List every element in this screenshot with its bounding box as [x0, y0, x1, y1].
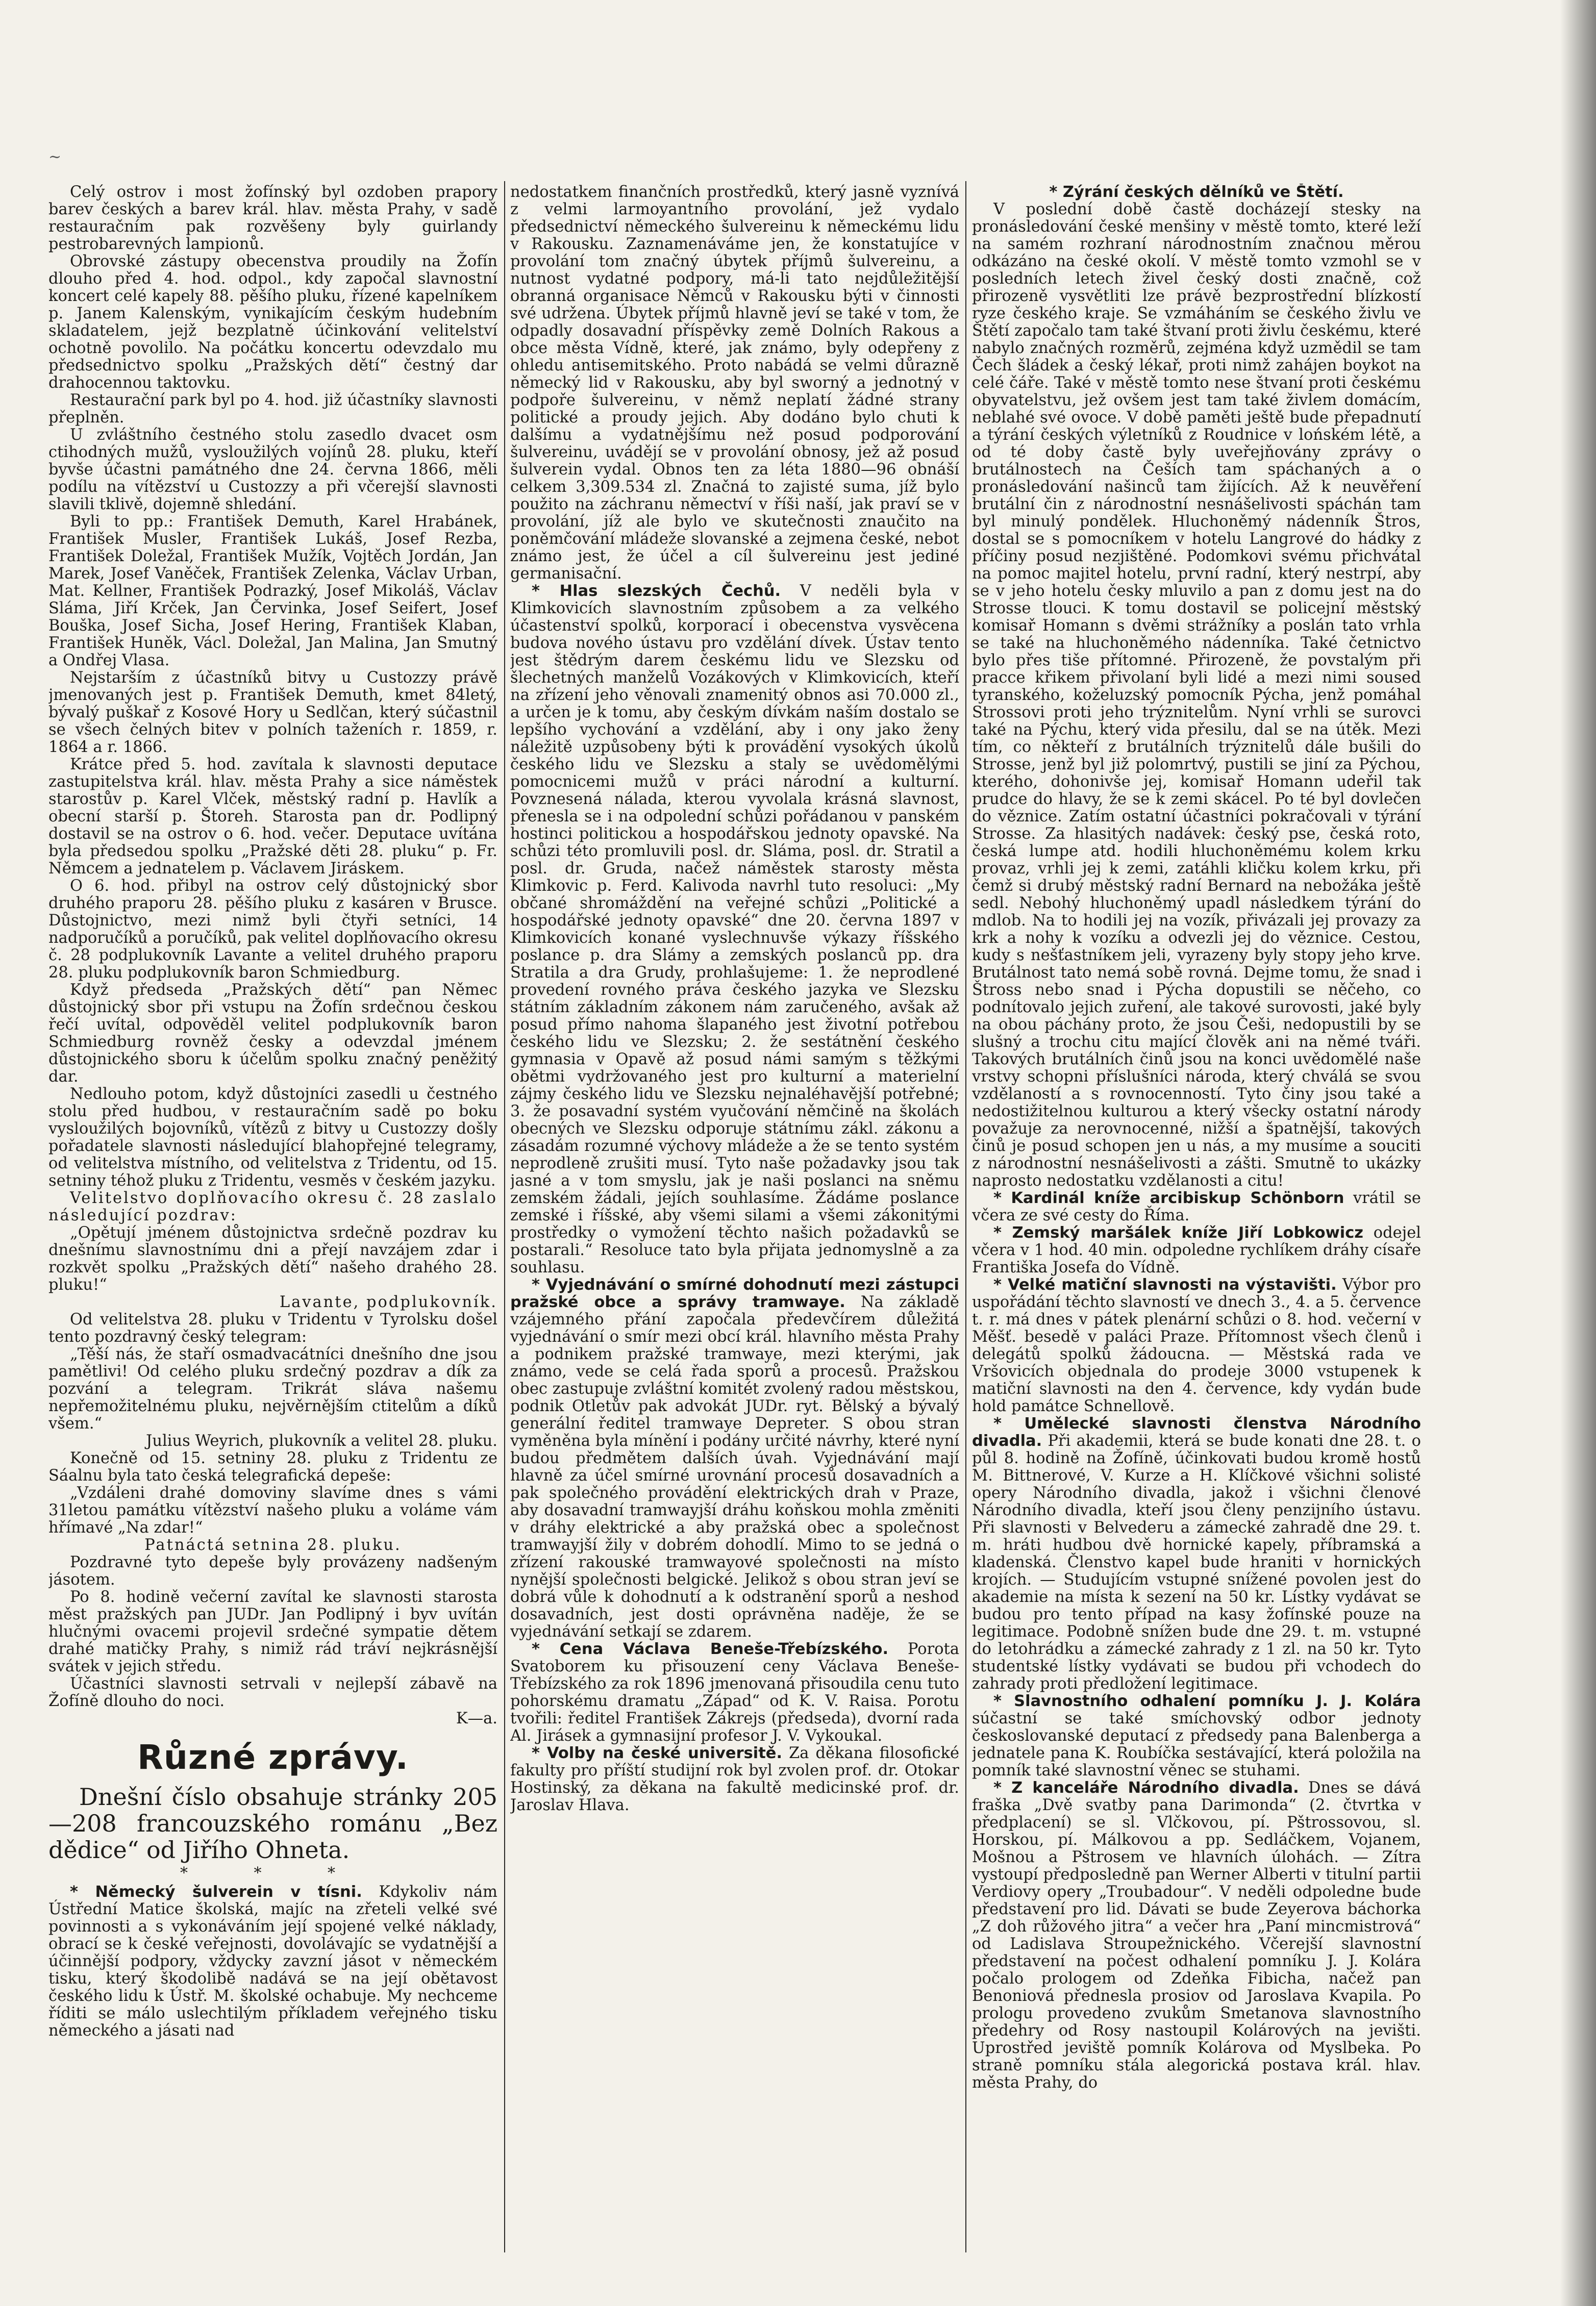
- article-body: Dnes se dává fraška „Dvě svatby pana Darimonda“ (2. čtvrtka v předplacení) se sl. Vlčkovou, pí. Pštrossovou, sl. Horskou, pí. Málkovou a pp. Sedláčkem, Vojanem, Mošnou a Pštrosem ve hlavních úlohách. — Zítra vystoupí předposledně pan Werner Alberti v titulní partii Verdiovy opery „Troubadour“. V neděli odpoledne bude představení pro lid. Dávati se bude Zeyerova báchorka „Z doh růžového jitra“ a večer hra „Paní mincmistrová“ od Ladislava Stroupežnického. Včerejší slavnostní představení na počest odhalení pomníku J. J. Kolára počalo prologem od Zdeňka Fibicha, načež pan Benoniová přednesla prosiov od Jaroslava Kvapila. Po prologu provedeno zvukům Smetanova slavnostního předehry od Rosy nastoupil Kolárových na jevišti. Uprostřed jeviště pomník Kolárova od Myslbeka. Po straně pomníku stála alegorická postava král. hlav. města Prahy, do: [972, 1779, 1421, 2092]
- column-rule-left: [504, 181, 505, 2252]
- paragraph: Když předseda „Pražských dětí“ pan Němec důstojnický sbor při vstupu na Žofín srdečnou českou řečí uvítal, odpověděl velitel podplukovník baron Schmiedburg rovněž česky a odevzdal jménem důstojnického sboru k účelům spolku značný peněžitý dar.: [48, 981, 497, 1086]
- paragraph: Nejstarším z účastníků bitvy u Custozzy právě jmenovaných jest p. František Demuth, kmet 84letý, bývalý puškař z Kosové Hory u Sedlčan, který súčastnil se všech čelných bitev v polních taženích r. 1859, r. 1864 a r. 1866.: [48, 669, 497, 756]
- paragraph: Krátce před 5. hod. zavítala k slavnosti deputace zastupitelstva král. hlav. města Prahy a sice náměstek starostův p. Karel Vlček, městský radní p. Havlík a obecní starší p. Štoreh. Starosta pan dr. Podlipný dostavil se na ostrov o 6. hod. večer. Deputace uvítána byla předsedou spolku „Pražské děti 28. pluku“ p. Fr. Němcem a jednatelem p. Václavem Jiráskem.: [48, 756, 497, 878]
- notice: Dnešní číslo obsahuje stránky 205—208 francouzského románu „Bez dědice“ od Jiřího Ohneta.: [48, 1783, 497, 1864]
- article-body: Při akademii, která se bude konati dne 28. t. o půl 8. hodině na Žofíně, účinkovati budou kromě hostů M. Bittnerové, V. Kurze a H. Klíčkové všichni solisté opery Národního divadla, jakož i všichni členové Národního divadla, kteří jsou členy penzijního ústavu. Při slavnosti v Belvederu a zámecké zahradě dne 29. t. m. hráti hudbou dvě hornické kapely, příbramská a kladenská. Členstvo kapel bude hraniti v hornických krojích. — Studujícím vstupné snížené povolen jest do akademie na místa k sezení na 50 kr. Lístky vydávat se budou pro tento případ na kasy žofínské pouze na legitimace. Podobně snížen bude dne 29. t. m. vstupné do letohrádku a zámecké zahrady z 1 zl. na 50 kr. Tyto studentské lístky vydávati se budou při vchodech do zahrady proti předložení legitimace.: [972, 1432, 1421, 1693]
- paragraph: Účastníci slavnosti setrvali v nejlepší zábavě na Žofíně dlouho do noci.: [48, 1675, 497, 1710]
- paragraph: „Opětují jménem důstojnictva srdečně pozdrav ku dnešnímu slavnostnímu dni a přejí navzájem zdar i rozkvět spolku „Pražských dětí“ našeho drahého 28. pluku!“: [48, 1224, 497, 1294]
- article: [510, 1745, 959, 1814]
- article: [972, 1779, 1421, 2092]
- paragraph: Restaurační park byl po 4. hod. již účastníky slavnosti přeplněn.: [48, 391, 497, 427]
- signature: Patnáctá setnina 28. pluku.: [144, 1536, 402, 1554]
- paragraph: „Těší nás, že staří osmadvacátníci dnešního dne jsou pamětlivi! Od celého pluku srdečný pozdrav a dík za pozvání a telegram. Trikrát sláva našemu nepřemožitelnému pluku, nejvěrnějším ctitelům a díků všem.“: [48, 1345, 497, 1433]
- article-body: Kdykoliv nám Ústřední Matice školská, majíc na zřeteli velké své povinnosti a s vykonáváním její spojené velké náklady, obrací se k české veřejnosti, dovolávajíc se vydatnější a účinnější podpory, vždycky zavzní jásot v německém tisku, který škodolibě nadává se na její obětavost českého lidu k Ústř. M. školské ochabuje. My nechceme říditi se málo uslechtilým příkladem veřejného tisku německého a jásati nad: [48, 1883, 497, 2040]
- paragraph: Obrovské zástupy obecenstva proudily na Žofín dlouho před 4. hod. odpol., kdy započal slavnostní koncert celé kapely 88. pěšího pluku, řízené kapelníkem p. Janem Kalenským, vynikajícím českým hudebním skladatelem, jejž bezplatně účinkování velitelství ochotně povolilo. Na počátku koncertu odevzdalo mu předsednictvo spolku „Pražských dětí“ čestný dar drahocennou taktovku.: [48, 253, 497, 392]
- article-heading: * Vyjednávání o smírné dohodnutí mezi zástupci pražské obce a správy tramwaye.: [510, 1276, 959, 1311]
- page-edge-shadow: [1560, 0, 1596, 2306]
- paragraph: Byli to pp.: František Demuth, Karel Hrabánek, František Musler, František Lukáš, Josef Rezba, František Doležal, František Mužík, Vojtěch Jordán, Jan Marek, Josef Vaněček, František Zelenka, Václav Urban, Mat. Kellner, František Podrazký, Josef Mikoláš, Václav Sláma, Jiří Krček, Jan Červinka, Josef Seifert, Josef Bouška, Josef Sicha, Josef Hering, František Klaban, František Huněk, Václ. Doležal, Jan Malina, Jan Smutný a Ondřej Vlasa.: [48, 513, 497, 669]
- article: [972, 1190, 1421, 1224]
- signature: Julius Weyrich, plukovník a velitel 28. pluku.: [146, 1432, 497, 1450]
- article-heading: * Kardinál kníže arcibiskup Schönborn: [993, 1189, 1344, 1207]
- paragraph: „Vzdáleni drahé domoviny slavíme dnes s vámi 31letou památku vítězství našeho pluku a voláme vám hřímavé „Na zdar!“: [48, 1484, 497, 1537]
- paragraph: U zvláštního čestného stolu zasedlo dvacet osm ctihodných mužů, vysloužilých vojínů 28. pluku, kteří byvše účastni památného dne 24. června 1866, měli podílu na vítězství u Custozzy a při včerejší slavnosti slavili tklivě, dojemně shledání.: [48, 426, 497, 513]
- article: [972, 1415, 1421, 1693]
- article-heading: * Cena Václava Beneše-Třebízského.: [532, 1640, 889, 1658]
- signature: Lavante, podplukovník.: [279, 1293, 497, 1311]
- paragraph: Velitelstvo doplňovacího okresu č. 28 zaslalo následující pozdrav:: [48, 1189, 497, 1224]
- paragraph: Celý ostrov i most žofínský byl ozdoben prapory barev českých a barev král. hlav. města Prahy, v sadě restauračním pak rozvěšeny byly guirlandy pestrobarevných lampionů.: [48, 184, 497, 253]
- article-heading: * Slavnostního odhalení pomníku J. J. Kolára: [993, 1692, 1421, 1710]
- paragraph: V poslední době častě docházejí stesky na pronásledování české menšiny v městě tomto, které leží na samém rozhraní národnostním značnou měrou odkázáno na české okolí. V městě tomto vzmohl se v posledních letech živel český dosti značně, což přirozeně vysvětliti lze právě bezprostřední blízkostí ryze českého kraje. Se vzmáháním se českého živlu ve Štětí započalo tam také štvaní proti živlu českému, které nabylo značných rozměrů, zejména když uzmědil se tam Čech šládek a český lékař, proti nimž zahájen boykot na celé čáře. Také v městě tomto nese štvaní proti českému obyvatelstvu, jež ovšem jest tam také živlem domácím, neblahé své ovoce. V době paměti ještě bude přepadnutí a týrání českých výletníků z Roudnice v lońském létě, a od té doby častě byly uveřejňovány zprávy o brutálnostech na Češích tam spáchaných a o pronásledování našinců tam žijících. Až k neuvěření brutální čin z národnostní nesnášelivosti spáchán tam byl minulý pondělek. Hluchoněmý nádenník Štros, dostal se s pomocníkem v hotelu Langrové do hádky z příčiny posud nezjištěné. Podomkovi svému přichvátal na pomoc majitel hotelu, první radní, který nestrpí, aby se v jeho hotelu česky mluvilo a pan z domu jest na do Strosse tlouci. K tomu dostavil se policejní městský komisař Homann s dvěmi strážníky a poslán tato vrhla se také na hluchoněmého nádenníka. Také četnictvo bylo přes tiše přítomné. Přirozeně, že povstalým při pracce křikem přivolaní byli lidé a mezi nimi soused tyranského, koželuzský pomocník Pýcha, jenž pomáhal Strossovi proti jeho trýznitelům. Nyní vrhli se surovci také na Pýchu, který vida přesilu, dal se na útěk. Mezi tím, co někteří z brutálních trýznitelů dále bušili do Strosse, jenž byl již polomrtvý, pustili se jiní za Pýchou, kterého, dohonivše jej, komisař Homann udeřil tak prudce do hlavy, že se k zemi skácel. Po té byl dovlečen do věznice. Zatím ostatní účastníci pokračovali v týrání Strosse. Za hlasitých nadávek: český pse, česká roto, česká lumpe atd. hodili hluchoněmému kolem krku provaz, vrhli jej k zemi, zatáhli kličku kolem krku, při čemž si drubý městský radní Bernard na nebožáka ještě sedl. Nebohý hluchoněmý upadl následkem týrání do mdlob. Na to hodili jej na vozík, přivázali jej provazy za krk a nohy k vozíku a odvezli jej do věznice. Cestou, kudy s nešťastníkem jeli, vyrazeny byly stopy jeho krve. Brutálnost tato nemá sobě rovná. Dejme tomu, že snad i Štross nebo snad i Pýcha dopustili se něčeho, co podnítovalo jejich zuření, ale takové surovosti, jaké byly na obou páchány proto, že jsou Češi, nedopustili by se slušný a trochu citu mající člověk ani na němé tváři. Takových brutálních činů jsou na konci uvědomělé naše vrstvy schopni příslušníci národa, který chválá se svou vzdělaností a s rovnocenností. Tyto činy jsou také a nedostižitelnou kulturou a který všecky ostatní národy považuje za nerovnocenné, nižší a špatnější, takových činů je posud schopen jen u nás, a my musíme a souciti z národnostní nesnášelivosti a zášti. Smutně to ukázky naprosto nedostatku vzdělanosti a citu!: [972, 200, 1421, 1190]
- article: [972, 1224, 1421, 1276]
- article-heading: * Z kanceláře Národního divadla.: [993, 1779, 1299, 1797]
- paragraph: Konečně od 15. setniny 28. pluku z Tridentu ze Sáalnu byla tato česká telegrafická depeše:: [48, 1449, 497, 1485]
- article: [510, 1276, 959, 1641]
- paragraph: Od velitelstva 28. pluku v Tridentu v Tyrolsku došel tento pozdravný český telegram:: [48, 1311, 497, 1346]
- article: [972, 1693, 1421, 1779]
- article-body: Porota Svatoborem ku přisouzení ceny Václava Beneše-Třebízského za rok 1896 jmenovaná přisoudila cenu tuto pohorskému dramatu „Západ“ od K. V. Raisa. Porotu tvořili: ředitel František Zákrejs (předseda), dvorní rada Al. Jirásek a gymnasijní profesor J. V. Vykoukal.: [510, 1640, 959, 1745]
- article: [510, 1641, 959, 1745]
- article-heading: * Německý šulverein v tísni.: [70, 1883, 362, 1901]
- paragraph: nedostatkem finančních prostředků, který jasně vyznívá z velmi larmoyantního provolání, jež vydalo předsednictví německého šulvereinu k německému lidu v Rakousku. Zaznamenáváme jen, že konstatujíce v provolání tom značný úbytek příjmů šulvereinu, a nutnost vydatné podpory, má-li tato nejdůležitější obranná organisace Němců v Rakousku býti v činnosti své udržena. Úbytek příjmů hlavně jeví se také v tom, že odpadly dosavadní příspěvky země Dolních Rakous a obce města Vídně, které, jak známo, byly odepřeny z ohledu antisemitského. Proto nabádá se velmi důrazně německý lid v Rakousku, aby byl sworný a jednotný v podpoře šulvereinu, v němž neplatí žádné strany politické a proudy jejich. Aby dodáno bylo chuti k dalšímu a vydatnějšímu než posud podporování šulvereinu, uvádějí se v provolání obnosy, jež až posud šulverein vydal. Obnos ten za léta 1880—96 obnáší celkem 3,309.534 zl. Značná to zajisté suma, jíž bylo použito na záchranu němectví v říši naší, jak praví se v provolání, jíž ale bylo ve skutečnosti znaučito na poněmčování mládeže slovanské a zejmena české, nebot známo jest, že účel a cíl šulvereinu jest jediné germanisační.: [510, 184, 959, 583]
- column-left: [48, 184, 497, 2250]
- pencil-mark: ~: [48, 148, 62, 166]
- article: [510, 583, 959, 1276]
- separator-stars: * * *: [180, 1864, 366, 1882]
- article-body: vrátil se včera ze své cesty do Říma.: [972, 1189, 1421, 1224]
- article-body: odejel včera v 1 hod. 40 min. odpoledne rychlíkem dráhy císaře Františka Josefa do Vídně.: [972, 1224, 1421, 1276]
- article-heading: * Zýrání českých dělníků ve Štětí.: [1049, 184, 1344, 201]
- signature: K—a.: [456, 1710, 497, 1727]
- article: [48, 1884, 497, 2040]
- article-body: súčastní se také smíchovský odbor jednoty českoslovanské deputací z předsedy pana Balenberga a jednatele pana K. Roubíčka sestávající, která položila na pomník také slavnostní věnec se stuhami.: [972, 1710, 1421, 1779]
- article-heading: * Volby na české universitě.: [532, 1744, 783, 1762]
- paragraph: Nedlouho potom, když důstojníci zasedli u čestného stolu před hudbou, v restauračním sadě po boku vysloužilých bojovníků, vítězů z bitvy u Custozzy došly pořadatele slavnosti následující blahopřejné telegramy, od velitelstva místního, od velitelstva z Tridentu, od 15. setniny téhož pluku z Tridentu, vesměs v českém jazyku.: [48, 1085, 497, 1190]
- article-heading: * Velké matiční slavnosti na výstavišti.: [993, 1276, 1337, 1294]
- section-title: Různé zprávy.: [137, 1738, 409, 1777]
- article-body: Na základě vzájemného přání započala předevčírem důležitá vyjednávání o smír mezi obcí král. hlavního města Prahy a podnikem pražské tramwaye, mezi kterými, jak známo, vede se celá řada sporů a procesů. Pražskou obec zastupuje zvláštní komitét zvolený radou městskou, podnik Otletův pak advokát JUDr. ryt. Bělský a bývalý generální ředitel tramwaye Depreter. S obou stran vyměněna byla mínění i podány určité návrhy, které nyní budou předmětem dalších úvah. Vyjednávání mají hlavně za účel smírné urovnání procesů dosavadních a pak společného provádění elektrických drah v Praze, aby dosavadní tramwayjší dráhu koňskou mohla změniti v dráhy elektrické a aby pražská obec a společnost tramwayjší žily v dobrém dohodlí. Mimo to se jedná o zřízení rakouské tramwayové společnosti na místo nynější společnosti belgické. Jelikož s obou stran jeví se dobrá vůle k dohodnutí a k odstranění sporů a neshod dosavadních, jest dosti oprávněna naděje, že se vyjednávání setkají se zdarem.: [510, 1293, 959, 1641]
- paragraph: O 6. hod. přibyl na ostrov celý důstojnický sbor druhého praporu 28. pěšího pluku z kasáren v Brusce. Důstojnictvo, mezi nimž byli čtyři setníci, 14 nadporučíků a poručíků, pak velitel doplňovacího okresu č. 28 podplukovník Lavante a velitel druhého praporu 28. pluku podplukovník baron Schmiedburg.: [48, 877, 497, 982]
- article-body: Výbor pro uspořádání těchto slavností ve dnech 3., 4. a 5. července t. r. má dnes v pátek plenární schůzi o 8. hod. večerní v Měšť. besedě v paláci Praze. Přítomnost všech členů i delegátů spolků žádoucna. — Městská rada ve Vršovicích objednala do prodeje 3000 vstupenek k matiční slavnosti na den 4. července, kdy vydán bude hold památce Schnellově.: [972, 1276, 1421, 1415]
- column-right: [972, 184, 1421, 2250]
- article-body: Za děkana filosofické fakulty pro příští studijní rok byl zvolen prof. dr. Otokar Hostinský, za děkana na fakultě medicinské prof. dr. Jaroslav Hlava.: [510, 1744, 959, 1814]
- article-heading: * Hlas slezských Čechů.: [532, 582, 781, 600]
- article-heading: * Zemský maršálek kníže Jiří Lobkowicz: [993, 1224, 1364, 1242]
- article-heading: * Umělecké slavnosti členstva Národního divadla.: [972, 1415, 1421, 1450]
- article-body: V neděli byla v Klimkovicích slavnostním způsobem a za velkého účastenství spolků, korporací i obecenstva vysvěcena budova nového ústavu pro vzdělání dívek. Ústav tento jest štědrým darem českému lidu ve Slezsku od šlechetných manželů Vozákových v Klimkovicích, kteří na zřízení jeho věnovali znamenitý obnos asi 70.000 zl., a určen je k tomu, aby českým dívkám naším dostalo se lepšího vychování a vzdělání, aby i ony jako ženy náležitě uzpůsobeny býti k provádění vysokých úkolů českého lidu ve Slezsku a staly se uvědomělými pomocnicemi mužů v práci národní a kulturní. Povznesená nálada, kterou vyvolala krásná slavnost, přenesla se i na odpolední schůzi pořádanou v panském hostinci politickou a hospodářskou jednoty opavské. Na schůzi této promluvili posl. dr. Sláma, posl. dr. Stratil a posl. dr. Gruda, načež náměstek starosty města Klimkovic p. Ferd. Kalivoda navrhl tuto resoluci: „My občané shromáždění na veřejné schůzi „Politické a hospodářské jednoty opavské“ dne 20. června 1897 v Klimkovicích konané vyslechnuvše výkazy říšského poslance p. dra Slámy a zemských poslanců pp. dra Stratila a dra Grudy, prohlašujeme: 1. že neprodlené provedení rovného práva českého jazyka ve Slezsku státním základním zákonem nám zaručeného, avšak až posud přímo nahoma šlapaného jest životní potřebou českého lidu ve Slezsku; 2. že sestátnění českého gymnasia v Opavě až posud námi samým s těžkými obětmi vydržovaného jest pro kulturní a materielní zájmy českého lidu ve Slezsku nejnaléhavější potřebné; 3. že posavadní systém vyučování němčině na školách obecných ve Slezsku odporuje státnímu zákl. zákonu a zásadám rozumné výchovy mládeže a že se tento systém neprodleně zrušiti musí. Tyto naše požadavky jsou tak jasné a v tom smyslu, jak je naši poslanci na sněmu zemském žádali, jejích souhlasíme. Žádáme poslance zemské i říšské, aby všemi silami a všemi zákonitými prostředky o vymožení těchto našich požadavků se postarali.“ Resoluce tato byla přijata jednomyslně a za souhlasu.: [510, 582, 959, 1276]
- column-rule-right: [965, 181, 966, 2252]
- paragraph: Po 8. hodině večerní zavítal ke slavnosti starosta měst pražských pan JUDr. Jan Podlipný i byv uvítán hlučnými ovacemi projevil srdečné sympatie dětem drahé matičky Prahy, s nimiž rád tráví nejkrásnější svátek v jejich středu.: [48, 1588, 497, 1675]
- article: [972, 1276, 1421, 1415]
- column-middle: [510, 184, 959, 2250]
- paragraph: Pozdravné tyto depeše byly provázeny nadšeným jásotem.: [48, 1553, 497, 1589]
